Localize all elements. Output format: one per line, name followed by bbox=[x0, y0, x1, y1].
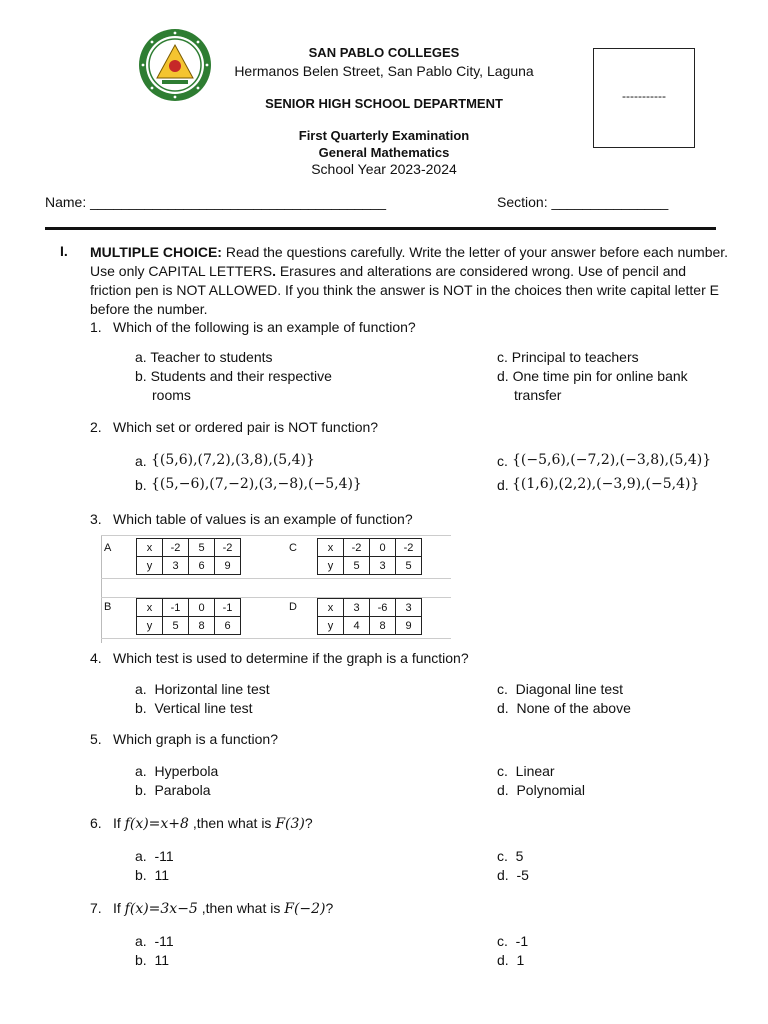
table-b bbox=[136, 598, 241, 635]
table-d-label: D bbox=[289, 601, 297, 613]
table-cell: -1 bbox=[163, 599, 189, 617]
subject-title: General Mathematics bbox=[318, 145, 450, 160]
q2-choice-c-letter: c. bbox=[497, 453, 508, 469]
table-cell: 6 bbox=[189, 557, 215, 575]
q6-evaluation: F(3) bbox=[275, 816, 305, 832]
table-cell: x bbox=[318, 599, 344, 617]
instructions-dot: . bbox=[272, 263, 276, 279]
table-a bbox=[136, 538, 241, 575]
q5-number: 5. bbox=[90, 731, 102, 747]
table-cell: y bbox=[318, 617, 344, 635]
table-cell: -2 bbox=[396, 539, 422, 557]
q2-choice-c: {(−5,6),(−7,2),(−3,8),(5,4)} bbox=[512, 452, 712, 468]
table-cell: x bbox=[137, 599, 163, 617]
table-cell: y bbox=[137, 557, 163, 575]
table-cell: -1 bbox=[215, 599, 241, 617]
q7-choice-b: b. 11 bbox=[135, 952, 169, 968]
instructions-text-2: Erasures and alterations are considered wrong. Use of pencil and friction pen is NOT ALLOWED. If you think the answer is NOT in the choices then write capital letter E before the number. bbox=[90, 263, 719, 317]
score-box-text: ----------- bbox=[622, 89, 666, 103]
table-cell: x bbox=[137, 539, 163, 557]
instructions-text-1: Read the questions carefully. Write the letter of your answer before each number. Use only CAPITAL LETTERS bbox=[90, 244, 729, 279]
table-cell: -2 bbox=[163, 539, 189, 557]
q2-choice-d: {(1,6),(2,2),(−3,9),(−5,4)} bbox=[512, 476, 700, 492]
q6-choice-d: d. -5 bbox=[497, 867, 529, 883]
q1-choice-c: c. Principal to teachers bbox=[497, 349, 639, 365]
score-box bbox=[593, 48, 695, 148]
q6-function: f(x)=x+8 bbox=[124, 816, 189, 832]
q2-choice-b-letter: b. bbox=[135, 477, 147, 493]
q6-choice-a: a. -11 bbox=[135, 848, 174, 864]
q4-choice-c: c. Diagonal line test bbox=[497, 681, 624, 697]
table-b-label: B bbox=[104, 601, 112, 613]
q7-text-pre: If bbox=[113, 900, 125, 916]
table-cell: 3 bbox=[370, 557, 396, 575]
exam-title: First Quarterly Examination bbox=[298, 128, 470, 143]
q6-text-pre: If bbox=[113, 815, 125, 831]
q5-choice-a: a. Hyperbola bbox=[135, 763, 219, 779]
table-cell: 0 bbox=[189, 599, 215, 617]
q3-text: Which table of values is an example of function? bbox=[113, 511, 413, 527]
q1-choice-b-line2: rooms bbox=[152, 387, 191, 403]
table-cell: 6 bbox=[215, 617, 241, 635]
name-field: Name: ______________________________________ bbox=[45, 194, 386, 210]
q4-choice-a: a. Horizontal line test bbox=[135, 681, 270, 697]
table-cell: 0 bbox=[370, 539, 396, 557]
q2-text: Which set or ordered pair is NOT function? bbox=[113, 419, 379, 435]
table-cell: 9 bbox=[396, 617, 422, 635]
table-cell: -2 bbox=[215, 539, 241, 557]
department-title: SENIOR HIGH SCHOOL DEPARTMENT bbox=[265, 96, 503, 111]
table-cell: x bbox=[318, 539, 344, 557]
q2-choice-b: {(5,−6),(7,−2),(3,−8),(−5,4)} bbox=[151, 476, 362, 492]
table-cell: 5 bbox=[189, 539, 215, 557]
q7-evaluation: F(−2) bbox=[284, 901, 326, 917]
q4-text: Which test is used to determine if the graph is a function? bbox=[113, 650, 469, 666]
table-cell: 3 bbox=[344, 599, 370, 617]
q2-choice-a: {(5,6),(7,2),(3,8),(5,4)} bbox=[151, 452, 315, 468]
table-cell: 3 bbox=[163, 557, 189, 575]
school-address: Hermanos Belen Street, San Pablo City, Laguna bbox=[234, 63, 534, 79]
q7-text-end: ? bbox=[325, 900, 334, 916]
q1-choice-a: a. Teacher to students bbox=[135, 349, 273, 365]
q5-text: Which graph is a function? bbox=[113, 731, 278, 747]
table-c-label: C bbox=[289, 542, 297, 554]
q6-text bbox=[113, 815, 313, 832]
q1-text: Which of the following is an example of function? bbox=[113, 319, 416, 335]
q1-choice-d-line1: d. One time pin for online bank bbox=[497, 368, 688, 384]
q4-choice-b: b. Vertical line test bbox=[135, 700, 253, 716]
q1-choice-b-line1: b. Students and their respective bbox=[135, 368, 332, 384]
instructions-heading: MULTIPLE CHOICE: bbox=[90, 244, 222, 260]
table-cell: 5 bbox=[396, 557, 422, 575]
table-d bbox=[317, 598, 422, 635]
q7-choice-c: c. -1 bbox=[497, 933, 529, 949]
table-cell: 3 bbox=[396, 599, 422, 617]
q4-choice-d: d. None of the above bbox=[497, 700, 631, 716]
school-year: School Year 2023-2024 bbox=[311, 161, 457, 177]
q5-choice-d: d. Polynomial bbox=[497, 782, 585, 798]
q2-number: 2. bbox=[90, 419, 102, 435]
instructions bbox=[90, 243, 730, 319]
q7-text-mid: ,then what is bbox=[197, 900, 285, 916]
q3-number: 3. bbox=[90, 511, 102, 527]
table-a-label: A bbox=[104, 542, 112, 554]
table-c bbox=[317, 538, 422, 575]
section-field: Section: _______________ bbox=[497, 194, 669, 210]
table-cell: y bbox=[137, 617, 163, 635]
q6-number: 6. bbox=[90, 815, 102, 831]
table-cell: 9 bbox=[215, 557, 241, 575]
q7-number: 7. bbox=[90, 900, 102, 916]
q2-choice-d-letter: d. bbox=[497, 477, 509, 493]
q7-choice-a: a. -11 bbox=[135, 933, 174, 949]
q1-choice-d-line2: transfer bbox=[514, 387, 562, 403]
q6-choice-b: b. 11 bbox=[135, 867, 169, 883]
table-cell: 8 bbox=[370, 617, 396, 635]
q6-choice-c: c. 5 bbox=[497, 848, 524, 864]
table-cell: 5 bbox=[344, 557, 370, 575]
q5-choice-c: c. Linear bbox=[497, 763, 555, 779]
school-name: SAN PABLO COLLEGES bbox=[308, 45, 460, 60]
table-cell: 8 bbox=[189, 617, 215, 635]
q7-choice-d: d. 1 bbox=[497, 952, 525, 968]
table-cell: y bbox=[318, 557, 344, 575]
q2-choice-a-letter: a. bbox=[135, 453, 147, 469]
table-cell: -2 bbox=[344, 539, 370, 557]
q7-function: f(x)=3x−5 bbox=[124, 901, 198, 917]
q6-text-end: ? bbox=[304, 815, 313, 831]
q6-text-mid: ,then what is bbox=[188, 815, 276, 831]
q7-text bbox=[113, 900, 333, 917]
table-cell: -6 bbox=[370, 599, 396, 617]
section-number: I. bbox=[60, 243, 68, 259]
q5-choice-b: b. Parabola bbox=[135, 782, 211, 798]
q1-number: 1. bbox=[90, 319, 102, 335]
table-cell: 4 bbox=[344, 617, 370, 635]
header-divider bbox=[45, 227, 716, 230]
q4-number: 4. bbox=[90, 650, 102, 666]
table-cell: 5 bbox=[163, 617, 189, 635]
